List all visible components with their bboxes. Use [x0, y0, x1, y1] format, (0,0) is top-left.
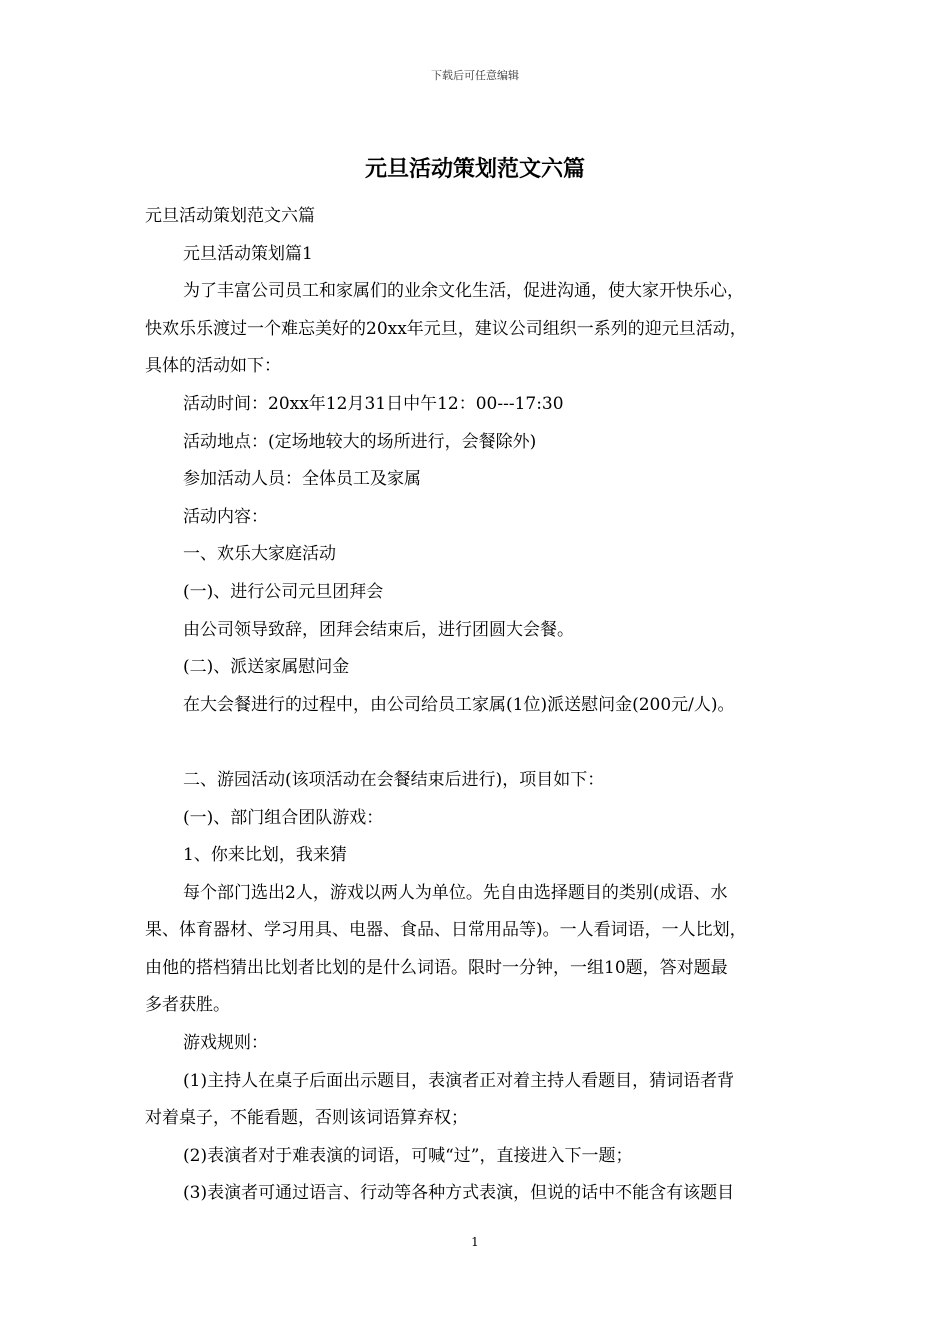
paragraph-line: 活动内容： — [183, 506, 268, 527]
paragraph-line: 每个部门选出2人，游戏以两人为单位。先自由选择题目的类别(成语、水 — [183, 882, 728, 903]
document-title: 元旦活动策划范文六篇 — [364, 156, 585, 182]
paragraph-line: 游戏规则： — [183, 1033, 268, 1054]
paragraph-line: 由公司领导致辞，团拜会结束后，进行团圆大会餐。 — [183, 619, 574, 640]
paragraph-line: 参加活动人员：全体员工及家属 — [183, 469, 421, 490]
paragraph-line: 二、游园活动(该项活动在会餐结束后进行)，项目如下： — [183, 769, 605, 790]
paragraph-line: 在大会餐进行的过程中，由公司给员工家属(1位)派送慰问金(200元/人)。 — [183, 694, 735, 715]
paragraph-line: 1、你来比划，我来猜 — [183, 845, 347, 866]
paragraph-line: 快欢乐乐渡过一个难忘美好的20xx年元旦，建议公司组织一系列的迎元旦活动， — [145, 318, 747, 339]
paragraph-line: (2)表演者对于难表演的词语，可喊“过”，直接进入下一题； — [183, 1145, 633, 1166]
paragraph-line: 元旦活动策划范文六篇 — [145, 206, 315, 226]
paragraph-line: (3)表演者可通过语言、行动等各种方式表演，但说的话中不能含有该题目 — [183, 1183, 735, 1204]
paragraph-line: 活动地点：(定场地较大的场所进行，会餐除外) — [183, 431, 537, 452]
paragraph-line: (二)、派送家属慰问金 — [183, 657, 350, 678]
paragraph-line: (1)主持人在桌子后面出示题目，表演者正对着主持人看题目，猜词语者背 — [183, 1070, 735, 1091]
paragraph-line: 果、体育器材、学习用具、电器、食品、日常用品等)。一人看词语，一人比划， — [145, 920, 747, 941]
paragraph-line: 具体的活动如下： — [145, 356, 281, 377]
paragraph-line: 元旦活动策划篇1 — [183, 243, 313, 264]
paragraph-line: 活动时间：20xx年12月31日中午12：00---17:30 — [183, 393, 564, 414]
paragraph-line: 对着桌子，不能看题，否则该词语算弃权； — [145, 1108, 468, 1129]
paragraph-line: 多者获胜。 — [145, 995, 230, 1016]
document-body — [145, 198, 825, 1213]
paragraph-line: (一)、部门组合团队游戏： — [183, 807, 384, 828]
page-number: 1 — [471, 1235, 479, 1249]
paragraph-line: 由他的搭档猜出比划者比划的是什么词语。限时一分钟，一组10题，答对题最 — [145, 957, 728, 978]
paragraph-line: 为了丰富公司员工和家属们的业余文化生活，促进沟通，使大家开快乐心， — [183, 281, 744, 302]
paragraph-line: 一、欢乐大家庭活动 — [183, 544, 336, 565]
paragraph-line: (一)、进行公司元旦团拜会 — [183, 581, 384, 602]
blank-line — [145, 724, 825, 762]
header-note: 下载后可任意编辑 — [431, 69, 519, 82]
